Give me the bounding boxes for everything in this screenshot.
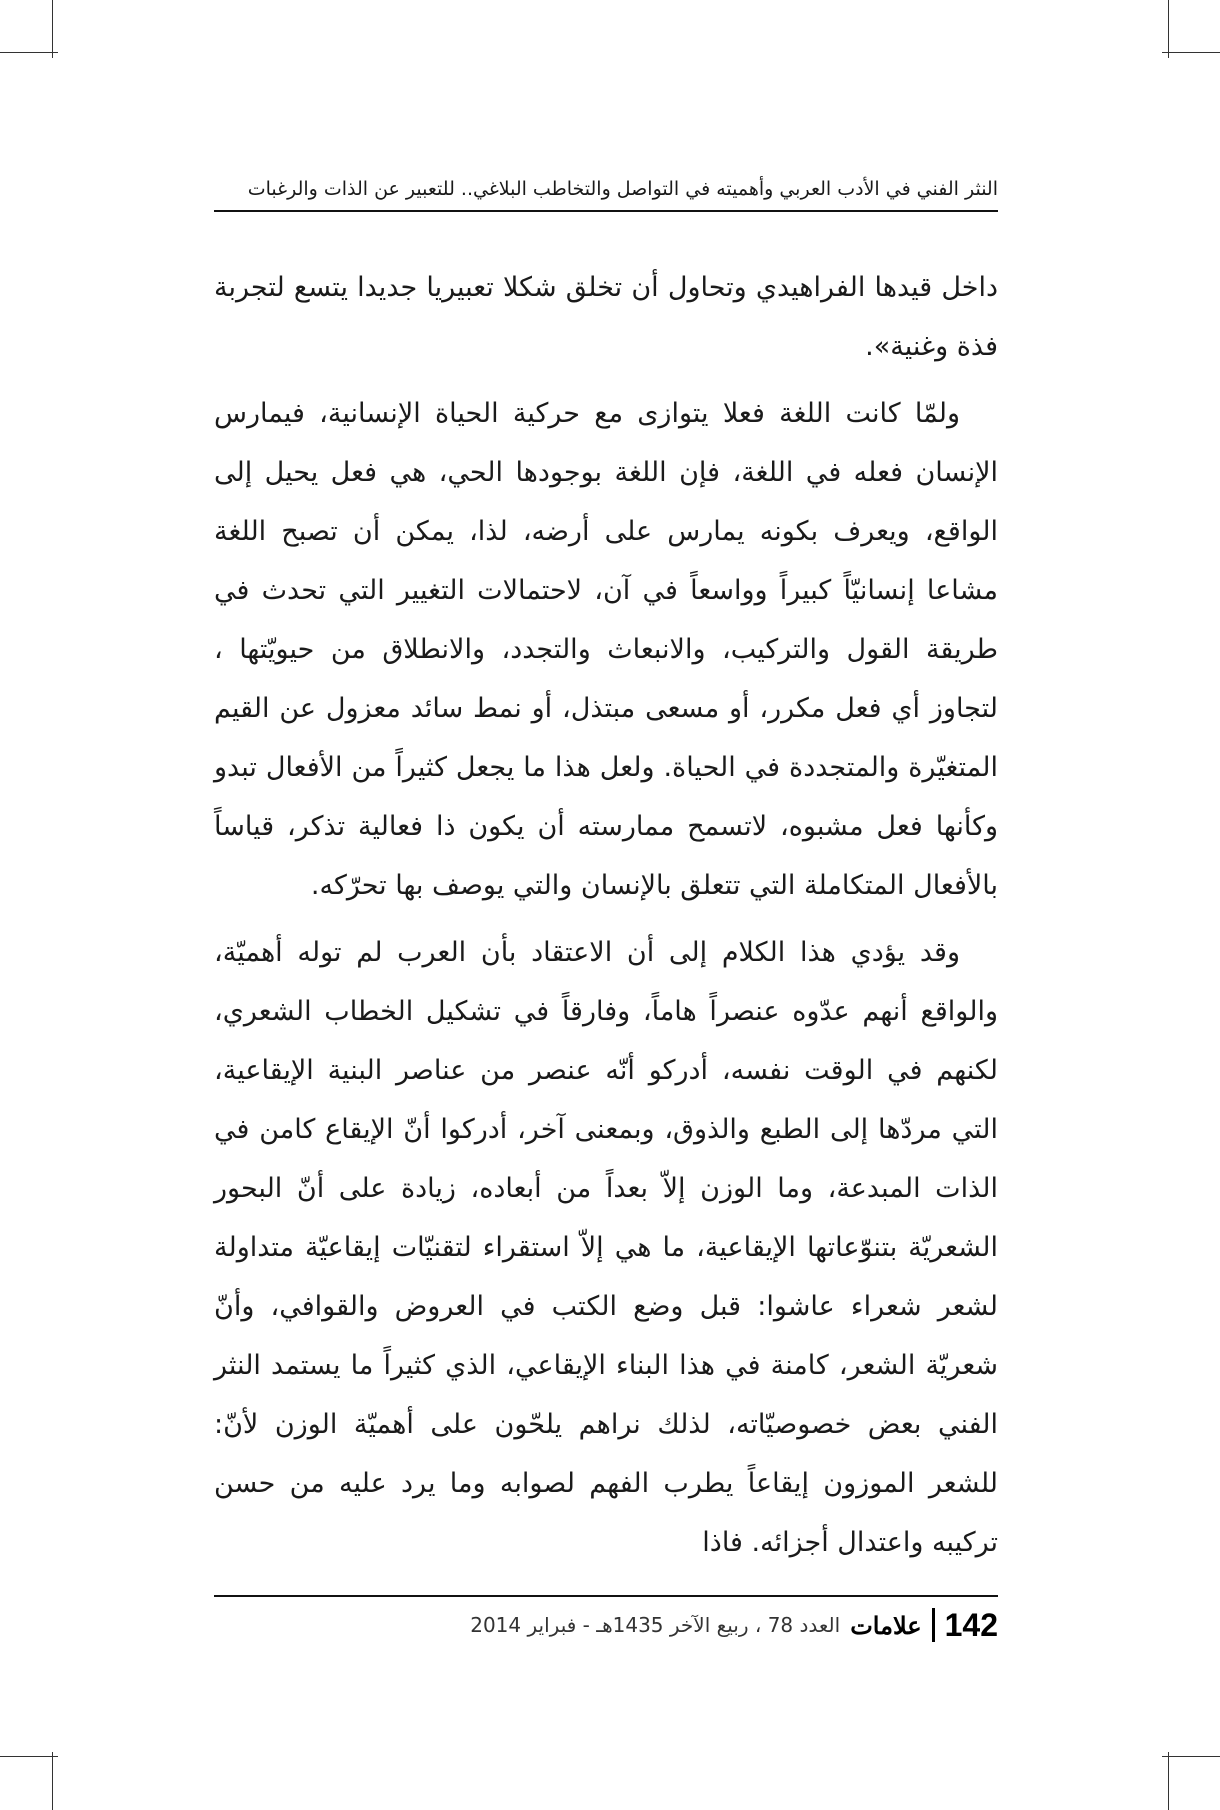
crop-mark (52, 0, 53, 58)
footer-divider (932, 1608, 935, 1642)
paragraph: داخل قيدها الفراهيدي وتحاول أن تخلق شكلا تعبيريا جديدا يتسع لتجربة فذة وغنية». (214, 272, 998, 362)
crop-mark (1162, 1756, 1220, 1757)
crop-mark (52, 1752, 53, 1810)
page-footer (214, 1603, 998, 1647)
crop-mark (1168, 0, 1169, 58)
issue-info: العدد 78 ، ربيع الآخر 1435هـ - فبراير 2014 (470, 1613, 841, 1637)
crop-mark (0, 52, 58, 53)
footer-rule (214, 1595, 998, 1597)
article-body (214, 258, 998, 1572)
crop-mark (0, 1756, 58, 1757)
crop-mark (1168, 1752, 1169, 1810)
paragraph: ولمّا كانت اللغة فعلا يتوازى مع حركية الحياة الإنسانية، فيمارس الإنسان فعله في اللغة، فإن اللغة بوجودها الحي، هي فعل يحيل إلى الواقع، ويعرف بكونه يمارس على أرضه، لذا، يمكن أن تصبح اللغة مشاعا إنسانيّاً كبيراً وواسعاً في آن، لاحتمالات التغيير التي تحدث في طريقة القول والتركيب، والانبعاث والتجدد، والانطلاق من حيويّتها ، لتجاوز أي فعل مكرر، أو مسعى مبتذل، أو نمط سائد معزول عن القيم المتغيّرة والمتجددة في الحياة. ولعل هذا ما يجعل كثيراً من الأفعال تبدو وكأنها فعل مشبوه، لاتسمح ممارسته أن يكون ذا فعالية تذكر، قياساً بالأفعال المتكاملة التي تتعلق بالإنسان والتي يوصف بها تحرّكه. (214, 398, 998, 901)
page-number: 142 (944, 1606, 998, 1643)
journal-logo: علامات (850, 1610, 922, 1640)
crop-mark (1162, 52, 1220, 53)
paragraph: وقد يؤدي هذا الكلام إلى أن الاعتقاد بأن العرب لم توله أهميّة، والواقع أنهم عدّوه عنصراً هاماً، وفارقاً في تشكيل الخطاب الشعري، لكنهم في الوقت نفسه، أدركو أنّه عنصر من عناصر البنية الإيقاعية، التي مردّها إلى الطبع والذوق، وبمعنى آخر، أدركوا أنّ الإيقاع كامن في الذات المبدعة، وما الوزن إلاّ بعداً من أبعاده، زيادة على أنّ البحور الشعريّة بتنوّعاتها الإيقاعية، ما هي إلاّ استقراء لتقنيّات إيقاعيّة متداولة لشعر شعراء عاشوا: قبل وضع الكتب في العروض والقوافي، وأنّ شعريّة الشعر، كامنة في هذا البناء الإيقاعي، الذي كثيراً ما يستمد النثر الفني بعض خصوصيّاته، لذلك نراهم يلحّون على أهميّة الوزن لأنّ: للشعر الموزون إيقاعاً يطرب الفهم لصوابه وما يرد عليه من حسن تركيبه واعتدال أجزائه. فاذا (214, 937, 998, 1558)
running-header: النثر الفني في الأدب العربي وأهميته في التواصل والتخاطب البلاغي.. للتعبير عن الذات والرغبات (214, 172, 998, 212)
